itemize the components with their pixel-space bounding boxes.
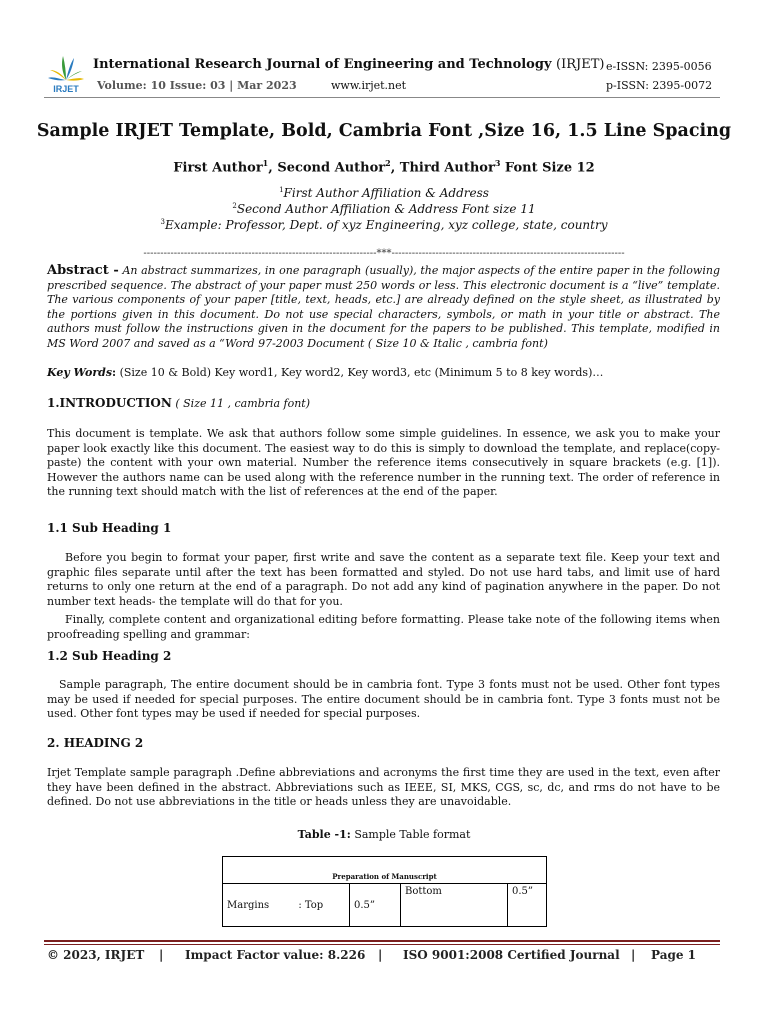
- heading-introduction: [47, 396, 310, 410]
- journal-abbr: (IRJET): [556, 57, 605, 72]
- journal-name: [93, 57, 604, 72]
- affiliation-1-sup: 1: [279, 186, 284, 194]
- abstract-text: An abstract summarizes, in one paragraph (usually), the major aspects of the entire paper in the following prescribed sequence. The abstract of your paper must 250 words or less. This electronic document is a “live” template. The various components of your paper [title, text, heads, etc.] are already defined on the style sheet, as illustrated by the portions given in this document. Do not use special characters, symbols, or math in your title or abstract. The authors must follow the instructions given in the document for the papers to be published. This template, modified in MS Word 2007 and saved as a “Word 97-2003 Document ( Size 10 & Italic , cambria font): [47, 264, 720, 350]
- footer-separator: |: [631, 948, 636, 962]
- e-issn: e-ISSN: 2395-0056: [606, 60, 712, 73]
- logo-text: IRJET: [53, 84, 79, 94]
- keywords-text: (Size 10 & Bold) Key word1, Key word2, Key word3, etc (Minimum 5 to 8 key words)…: [116, 366, 604, 379]
- footer-impact-factor: Impact Factor value: 8.226: [185, 948, 366, 962]
- affiliation-2-text: Second Author Affiliation & Address Font size 11: [236, 202, 536, 216]
- footer-separator: |: [378, 948, 383, 962]
- author-3-sup: 3: [494, 158, 501, 168]
- author-2: Second Author: [277, 160, 386, 176]
- author-2-sup: 2: [385, 158, 391, 168]
- affiliation-3: [0, 218, 768, 232]
- table-cell-bottom-value: 0.5”: [508, 884, 547, 927]
- journal-title-text: International Research Journal of Engineering and Technology: [93, 57, 552, 72]
- keywords-label: Key Words: [47, 366, 113, 379]
- sub1-paragraph-2: Finally, complete content and organizational editing before formatting. Please take note of the following items when proofreading spelling and grammar:: [47, 613, 720, 641]
- footer-rule-thin: [44, 944, 720, 945]
- p-issn: p-ISSN: 2395-0072: [606, 79, 713, 92]
- sub2-paragraph: Sample paragraph, The entire document should be in cambria font. Type 3 fonts must not be used. Other font types may be used if needed for special purposes. The entire document should be in cambria font. Type 3 fonts must not be used. Other font types may be used if needed for special purposes.: [47, 678, 720, 721]
- abstract: [47, 264, 720, 352]
- footer-rule: [44, 940, 720, 942]
- margins-label: Margins: [227, 899, 270, 911]
- table-caption: [0, 828, 768, 841]
- footer-iso: ISO 9001:2008 Certified Journal: [403, 948, 620, 962]
- affiliation-1: [0, 186, 768, 200]
- affiliation-3-text: Example: Professor, Dept. of xyz Engineering, xyz college, state, country: [164, 218, 608, 232]
- affiliation-2: [0, 202, 768, 216]
- table-cell-top-value: 0.5”: [350, 884, 401, 927]
- author-sep: ,: [268, 160, 278, 176]
- intro-heading-text: 1.INTRODUCTION: [47, 396, 172, 410]
- heading-sub-2: 1.2 Sub Heading 2: [47, 649, 172, 663]
- table-row: [223, 884, 547, 927]
- table-cell-margins: [223, 884, 350, 927]
- author-sep: ,: [390, 160, 400, 176]
- affiliation-3-sup: 3: [160, 218, 165, 226]
- intro-paragraph: This document is template. We ask that authors follow some simple guidelines. In essence, we ask you to make your paper look exactly like this document. The easiest way to do this is simply to download the template, and replace(copy-paste) the content with your own material. Number the reference items consecutively in square brackets (e.g. [1]). However the authors name can be used along with the reference number in the running text. The order of reference in the running text should match with the list of references at the end of the paper.: [47, 427, 720, 499]
- top-label: : Top: [298, 899, 324, 911]
- affiliation-1-text: First Author Affiliation & Address: [283, 186, 489, 200]
- volume-issue: Volume: 10 Issue: 03 | Mar 2023: [97, 79, 297, 92]
- heading-sub-1: 1.1 Sub Heading 1: [47, 521, 172, 535]
- table-header-cell: Preparation of Manuscript: [223, 857, 547, 884]
- sub1-paragraph-1: Before you begin to format your paper, first write and save the content as a separate text file. Keep your text and graphic files separate until after the text has been formatted and styled. Do not use hard tabs, and limit use of hard returns to only one return at the end of a paragraph. Do not add any kind of pagination anywhere in the paper. Do not number text heads- the template will do that for you.: [47, 551, 720, 608]
- author-1-sup: 1: [262, 158, 269, 168]
- abstract-label: Abstract -: [47, 263, 119, 278]
- footer-separator: |: [159, 948, 164, 962]
- table-caption-text: Sample Table format: [350, 828, 471, 841]
- table-caption-label: Table -1:: [297, 828, 351, 841]
- heading-2: 2. HEADING 2: [47, 736, 144, 750]
- section-separator: ---------------------------------------------------------------------***---------------------------------------------------------------------: [143, 248, 625, 259]
- journal-website: www.irjet.net: [331, 79, 407, 92]
- footer-copyright: © 2023, IRJET: [47, 948, 145, 962]
- sample-table: [222, 856, 547, 927]
- keywords-colon: :: [112, 366, 117, 379]
- intro-heading-note: ( Size 11 , cambria font): [171, 397, 310, 410]
- irjet-logo-icon: [44, 50, 88, 94]
- table-cell-bottom-label: Bottom: [401, 884, 508, 927]
- heading-2-paragraph: Irjet Template sample paragraph .Define abbreviations and acronyms the first time they are used in the text, even after they have been defined in the abstract. Abbreviations such as IEEE, SI, MKS, CGS, sc, dc, and rms do not have to be defined. Do not use abbreviations in the title or heads unless they are unavoidable.: [47, 766, 720, 809]
- author-1: First Author: [173, 160, 263, 176]
- author-font-note: Font Size 12: [500, 160, 595, 176]
- author-list: [0, 158, 768, 175]
- paper-title: Sample IRJET Template, Bold, Cambria Font ,Size 16, 1.5 Line Spacing: [36, 121, 732, 141]
- keywords: [47, 366, 720, 379]
- author-3: Third Author: [399, 160, 495, 176]
- header-rule: [44, 97, 720, 98]
- footer-page-number: Page 1: [651, 948, 697, 962]
- affiliation-2-sup: 2: [232, 202, 237, 210]
- table-header-row: [223, 857, 547, 884]
